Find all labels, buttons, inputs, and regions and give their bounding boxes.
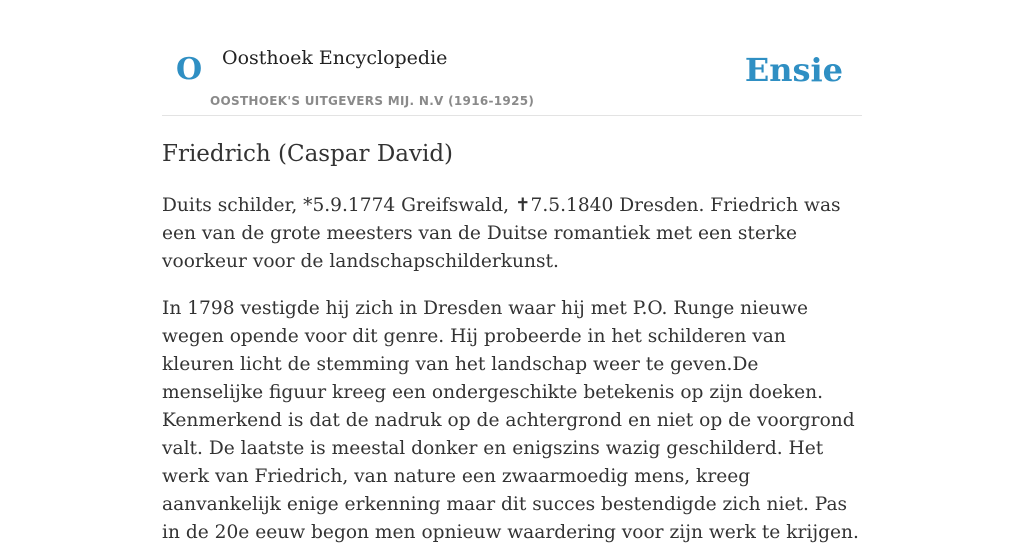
article-title: Friedrich (Caspar David) [162,141,454,167]
source-name-link[interactable]: Oosthoek Encyclopedie [222,47,448,69]
source-logo[interactable]: O [176,52,203,87]
brand-logo[interactable]: Ensie [744,51,843,89]
article [162,138,862,547]
article-paragraph: Duits schilder, *5.9.1774 Greifswald, ✝7.5.1840 Dresden. Friedrich was een van de grote meesters van de Duitse romantiek met een sterke voorkeur voor de landschapschilderkunst. [162,195,841,272]
article-paragraph: In 1798 vestigde hij zich in Dresden waar hij met P.O. Runge nieuwe wegen opende voor dit genre. Hij probeerde in het schilderen van kleuren licht de stemming van het landschap weer te geven.De menselijke figuur kreeg een ondergeschikte betekenis op zijn doeken. Kenmerkend is dat de nadruk op de achtergrond en niet op de voorgrond valt. De laatste is meestal donker en enigszins wazig geschilderd. Het werk van Friedrich, van nature een zwaarmoedig mens, kreeg aanvankelijk enige erkenning maar dit succes bestendigde zich niet. Pas in de 20e eeuw begon men opnieuw waardering voor zijn werk te krijgen. [162,298,859,543]
source-subtitle: OOSTHOEK'S UITGEVERS MIJ. N.V (1916-1925) [210,94,535,108]
header [162,0,862,116]
